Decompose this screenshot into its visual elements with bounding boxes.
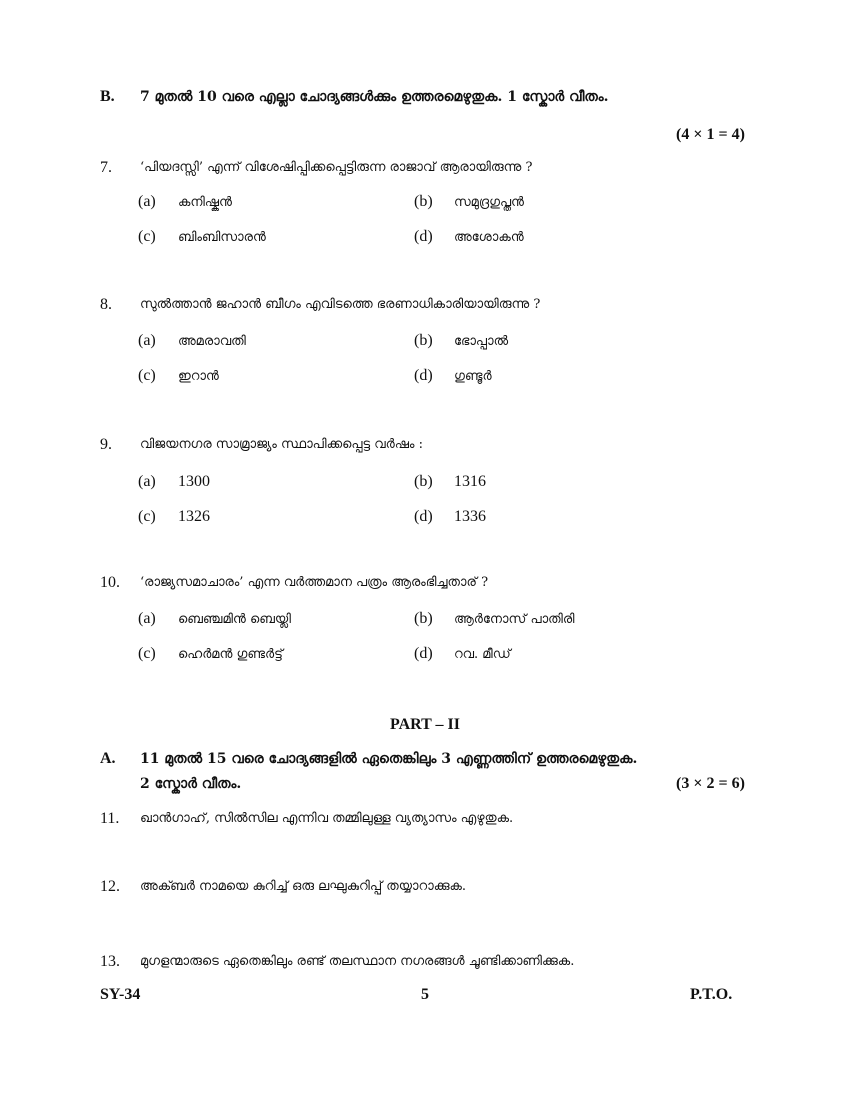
question-text: സുൽത്താൻ ജഹാൻ ബീഗം എവിടത്തെ ഭരണാധികാരിയായിരുന്നു ? bbox=[140, 297, 541, 312]
option-label: (c) bbox=[138, 228, 156, 245]
question-number: 10. bbox=[100, 574, 120, 591]
option-text: ആർനോസ് പാതിരി bbox=[454, 612, 575, 627]
section-instruction: 7 മുതൽ 10 വരെ എല്ലാ ചോദ്യങ്ങൾക്കും ഉത്തരമെഴുതുക. 1 സ്കോർ വീതം. bbox=[140, 89, 609, 105]
option-text: ഇറാൻ bbox=[178, 369, 219, 384]
option-label: (b) bbox=[414, 332, 433, 349]
question-text: അക്ബർ നാമയെ കുറിച്ച് ഒരു ലഘുകുറിപ്പ് തയ്യാറാക്കുക. bbox=[140, 879, 467, 894]
question-number: 9. bbox=[100, 436, 112, 453]
option-label: (c) bbox=[138, 367, 156, 384]
option-text: 1336 bbox=[454, 508, 486, 525]
option-text: ഗുണ്ടൂർ bbox=[454, 369, 492, 384]
option-label: (b) bbox=[414, 473, 433, 490]
option-label: (c) bbox=[138, 645, 156, 662]
option-label: (a) bbox=[138, 473, 156, 490]
option-label: (d) bbox=[414, 508, 433, 525]
option-text: കനിഷ്കൻ bbox=[178, 195, 232, 210]
part-heading: PART – II bbox=[390, 716, 460, 733]
pto-text: P.T.O. bbox=[690, 986, 733, 1003]
option-label: (c) bbox=[138, 508, 156, 525]
option-label: (a) bbox=[138, 332, 156, 349]
option-text: അശോകൻ bbox=[454, 230, 524, 245]
section-letter: A. bbox=[100, 750, 116, 767]
section-letter: B. bbox=[100, 88, 115, 105]
option-label: (a) bbox=[138, 610, 156, 627]
option-text: അമരാവതി bbox=[178, 334, 246, 349]
option-text: സമുദ്രഗുപ്തൻ bbox=[454, 195, 524, 210]
question-number: 8. bbox=[100, 296, 112, 313]
section-marks: (4 × 1 = 4) bbox=[676, 126, 745, 143]
section-marks: (3 × 2 = 6) bbox=[676, 775, 745, 792]
option-text: റവ. മീഡ് bbox=[454, 647, 511, 662]
option-text: 1316 bbox=[454, 473, 486, 490]
option-text: ബെഞ്ചമിൻ ബെയ്ലി bbox=[178, 612, 292, 627]
option-label: (d) bbox=[414, 228, 433, 245]
section-instruction: 11 മുതൽ 15 വരെ ചോദ്യങ്ങളിൽ ഏതെങ്കിലും 3 എണ്ണത്തിന് ഉത്തരമെഴുതുക. bbox=[140, 751, 638, 767]
page-number: 5 bbox=[421, 986, 429, 1003]
question-number: 11. bbox=[100, 810, 120, 827]
question-text: മുഗളന്മാരുടെ ഏതെങ്കിലും രണ്ട് തലസ്ഥാന നഗരങ്ങൾ ചൂണ്ടിക്കാണിക്കുക. bbox=[140, 954, 575, 969]
section-instruction-line2: 2 സ്കോർ വീതം. bbox=[140, 776, 242, 792]
option-text: 1300 bbox=[178, 473, 210, 490]
question-text: ഖാൻഗാഹ്, സിൽസില എന്നിവ തമ്മിലുള്ള വ്യത്യാസം എഴുതുക. bbox=[140, 811, 514, 826]
question-number: 12. bbox=[100, 878, 120, 895]
option-label: (a) bbox=[138, 193, 156, 210]
question-text: ‘രാജ്യസമാചാരം’ എന്ന വർത്തമാന പത്രം ആരംഭിച്ചതാര് ? bbox=[140, 575, 489, 590]
option-label: (b) bbox=[414, 193, 433, 210]
question-number: 7. bbox=[100, 159, 112, 176]
question-text: വിജയനഗര സാമ്രാജ്യം സ്ഥാപിക്കപ്പെട്ട വർഷം : bbox=[140, 437, 424, 452]
option-text: 1326 bbox=[178, 508, 210, 525]
question-number: 13. bbox=[100, 953, 120, 970]
option-label: (d) bbox=[414, 367, 433, 384]
option-text: ഹെർമൻ ഗുണ്ടർട്ട് bbox=[178, 647, 283, 662]
option-label: (d) bbox=[414, 645, 433, 662]
option-label: (b) bbox=[414, 610, 433, 627]
question-text: ‘പിയദസ്സി’ എന്ന് വിശേഷിപ്പിക്കപ്പെട്ടിരുന്ന രാജാവ് ആരായിരുന്നു ? bbox=[140, 160, 533, 175]
paper-code: SY-34 bbox=[100, 986, 141, 1003]
option-text: ഭോപ്പാൽ bbox=[454, 334, 509, 349]
option-text: ബിംബിസാരൻ bbox=[178, 230, 266, 245]
